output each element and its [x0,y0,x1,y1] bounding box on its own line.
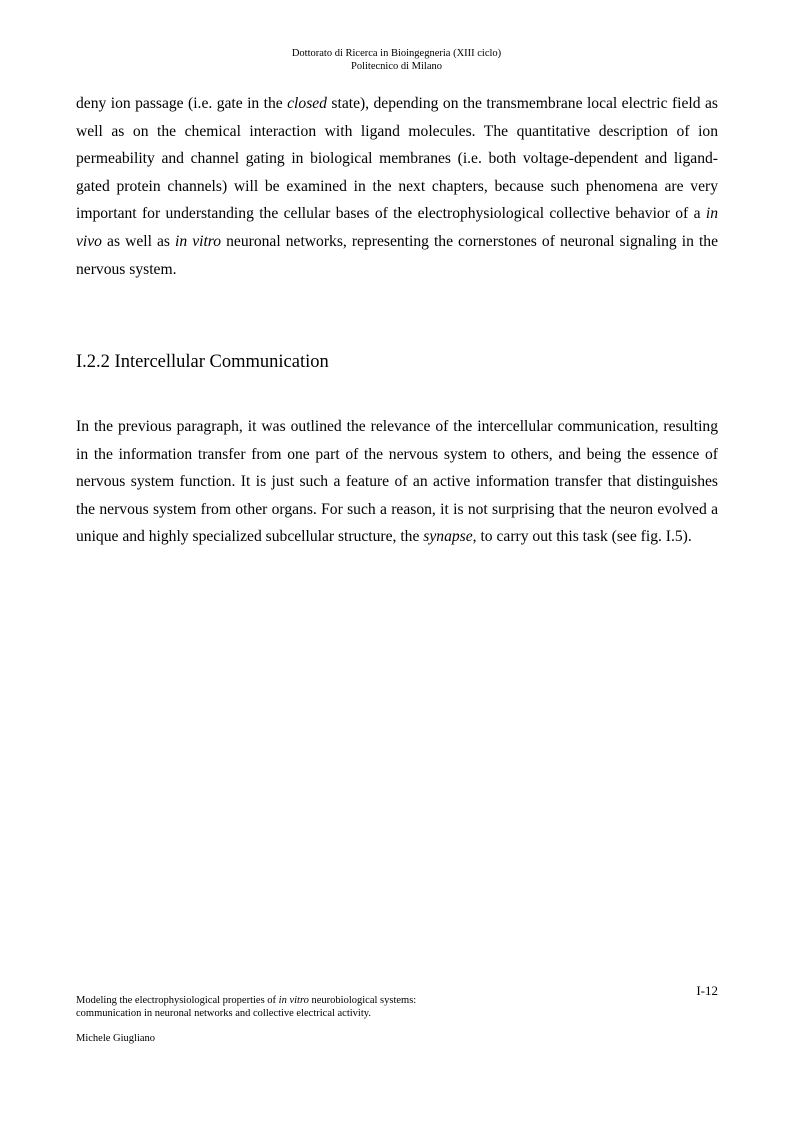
para2-text-2: , to carry out this task (see fig. I.5). [472,528,692,546]
para2-italic-synapse: synapse [423,528,473,546]
para1-text-2: state), depending on the transmembrane local electric field as well as on the chemical interaction with ligand molecules. The quantitative description of ion permeability and channel gating in biological membranes (i.e. both voltage-dependent and ligand-gated protein channels) will be examined in the next chapters, because such phenomena are very important for understanding the cellular bases of the electrophysiological collective behavior of a [76,95,718,223]
header-institution: Politecnico di Milano [351,60,442,72]
page-number: I-12 [696,983,718,998]
para1-text-4: neuronal networks, representing the cornerstones of neuronal signaling in the nervous system. [76,232,719,278]
para1-italic-closed: closed [287,95,327,112]
footer-title-italic: in vitro [278,995,309,1006]
body-paragraph-intercellular [76,413,718,551]
footer-thesis-title [76,995,416,1020]
para1-text-3: as well as [101,232,176,250]
header-program: Dottorato di Ricerca in Bioingegneria (XIII ciclo) [291,48,502,59]
para1-italic-in-vitro: in vitro [175,232,222,250]
footer-author: Michele Giugliano [76,1033,156,1044]
footer-title-line2: communication in neuronal networks and collective electrical activity. [76,1007,371,1019]
footer-title-post: neurobiological systems: [308,995,417,1006]
para1-text-1: deny ion passage (i.e. gate in the [76,95,288,112]
para1-italic-in-vivo: in vivo [76,205,718,250]
footer-title-pre: Modeling the electrophysiological properties of [76,995,279,1006]
section-heading: I.2.2 Intercellular Communication [76,352,329,372]
body-paragraph-ion-channels [76,90,718,283]
page-header [0,48,793,73]
footer-title-line1 [76,995,416,1008]
para2-text-1: In the previous paragraph, it was outlined the relevance of the intercellular communication, resulting in the information transfer from one part of the nervous system to others, and being the essence of nervous system function. It is just such a feature of an active information transfer that distinguishes the nervous system from other organs. For such a reason, it is not surprising that the neuron evolved a unique and highly specialized subcellular structure, the [76,418,718,546]
